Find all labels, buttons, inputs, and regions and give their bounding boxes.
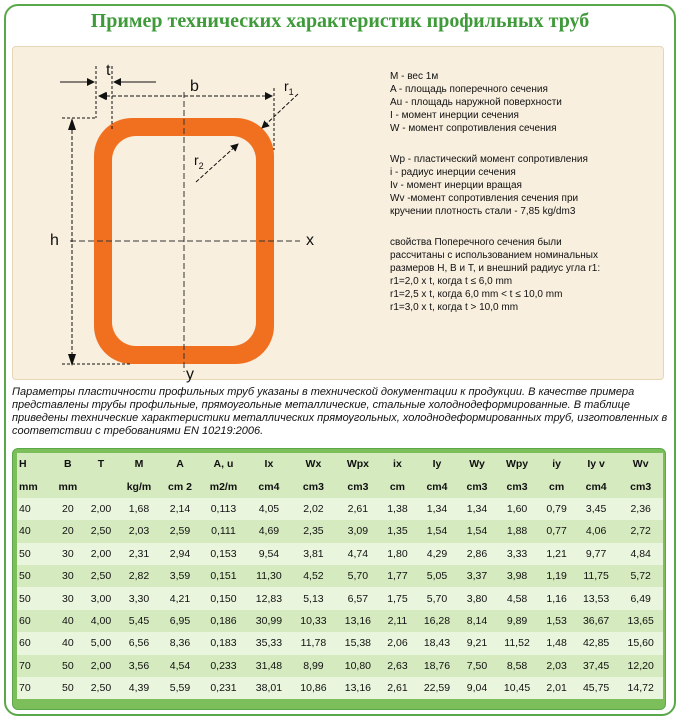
table-cell: Iy v bbox=[574, 453, 618, 475]
table-cell: M bbox=[118, 453, 160, 475]
r1-arrow bbox=[262, 94, 298, 128]
table-cell: 2,59 bbox=[160, 520, 201, 542]
table-cell: cm3 bbox=[336, 475, 380, 497]
table-cell: 0,150 bbox=[200, 587, 246, 609]
table-cell: 4,74 bbox=[336, 543, 380, 565]
specs-table bbox=[17, 453, 663, 699]
table-cell: Wpx bbox=[336, 453, 380, 475]
table-cell: mm bbox=[17, 475, 52, 497]
table-cell: 40 bbox=[52, 632, 84, 654]
table-cell: 2,50 bbox=[84, 565, 119, 587]
table-cell: 0,233 bbox=[200, 655, 246, 677]
table-cell: 1,80 bbox=[380, 543, 415, 565]
table-cell: 2,50 bbox=[84, 520, 119, 542]
table-cell: 2,01 bbox=[539, 677, 574, 699]
table-cell: Ix bbox=[247, 453, 291, 475]
legend-line: Wv -момент сопротивления сечения при bbox=[390, 193, 579, 204]
table-cell: 0,153 bbox=[200, 543, 246, 565]
table-cell: 2,63 bbox=[380, 655, 415, 677]
table-cell: 15,38 bbox=[336, 632, 380, 654]
table-cell: 1,34 bbox=[459, 498, 495, 520]
table-cell: cm4 bbox=[415, 475, 459, 497]
table-cell: 22,59 bbox=[415, 677, 459, 699]
table-cell: 3,00 bbox=[84, 587, 119, 609]
table-cell: cm3 bbox=[495, 475, 539, 497]
table-cell: 45,75 bbox=[574, 677, 618, 699]
table-cell: 2,03 bbox=[539, 655, 574, 677]
table-cell: 1,54 bbox=[415, 520, 459, 542]
table-cell: 4,00 bbox=[84, 610, 119, 632]
table-cell: 9,89 bbox=[495, 610, 539, 632]
legend-line: A - площадь поперечного сечения bbox=[390, 84, 548, 95]
table-cell: 35,33 bbox=[247, 632, 291, 654]
table-cell: 30 bbox=[52, 587, 84, 609]
legend-line: I - момент инерции сечения bbox=[390, 110, 519, 121]
table-cell: 3,09 bbox=[336, 520, 380, 542]
table-cell: 1,53 bbox=[539, 610, 574, 632]
table-cell: 1,77 bbox=[380, 565, 415, 587]
table-cell: 2,31 bbox=[118, 543, 160, 565]
table-cell: 60 bbox=[17, 632, 52, 654]
table-cell: 0,186 bbox=[200, 610, 246, 632]
table-cell: 9,21 bbox=[459, 632, 495, 654]
table-cell: Wy bbox=[459, 453, 495, 475]
table-cell: 9,54 bbox=[247, 543, 291, 565]
table-row bbox=[17, 565, 663, 587]
table-cell: 10,80 bbox=[336, 655, 380, 677]
table-cell: 2,86 bbox=[459, 543, 495, 565]
table-cell: 5,13 bbox=[291, 587, 335, 609]
table-cell: ix bbox=[380, 453, 415, 475]
table-cell: 20 bbox=[52, 520, 84, 542]
label-y: y bbox=[186, 366, 194, 383]
table-cell: A bbox=[160, 453, 201, 475]
table-cell: 2,06 bbox=[380, 632, 415, 654]
legend-line: r1=2,5 x t, когда 6,0 mm < t ≤ 10,0 mm bbox=[390, 289, 563, 300]
table-cell: 2,61 bbox=[336, 498, 380, 520]
table-cell: 2,14 bbox=[160, 498, 201, 520]
table-cell: 1,19 bbox=[539, 565, 574, 587]
table-cell: 10,45 bbox=[495, 677, 539, 699]
table-cell: 2,00 bbox=[84, 543, 119, 565]
description-note: Параметры пластичности профильных труб указаны в технической документации к продукции. В качестве примера представлены трубы профильные, прямоугольные металлические, стальные холоднодеформированные. В таблице приведены технические характеристики металлических прямоугольных, холоднодеформированных труб, изготовленных в соответствии с требованиями EN 10219:2006. bbox=[12, 386, 668, 437]
table-cell: 3,33 bbox=[495, 543, 539, 565]
table-cell: 40 bbox=[17, 498, 52, 520]
table-cell: 11,78 bbox=[291, 632, 335, 654]
table-cell: 4,52 bbox=[291, 565, 335, 587]
table-cell: 4,29 bbox=[415, 543, 459, 565]
table-cell: 6,57 bbox=[336, 587, 380, 609]
table-cell: 36,67 bbox=[574, 610, 618, 632]
table-cell: 38,01 bbox=[247, 677, 291, 699]
table-cell: 3,56 bbox=[118, 655, 160, 677]
table-cell: 50 bbox=[52, 655, 84, 677]
table-cell: 1,88 bbox=[495, 520, 539, 542]
legend-line: Iv - момент инерции вращая bbox=[390, 180, 522, 191]
table-cell: 2,35 bbox=[291, 520, 335, 542]
table-cell: 0,231 bbox=[200, 677, 246, 699]
table-cell: cm bbox=[539, 475, 574, 497]
table-cell: 2,00 bbox=[84, 655, 119, 677]
table-cell: 2,02 bbox=[291, 498, 335, 520]
table-cell: 13,53 bbox=[574, 587, 618, 609]
label-r2: $r_2$ bbox=[194, 152, 204, 171]
table-cell: cm3 bbox=[291, 475, 335, 497]
table-cell: 0,183 bbox=[200, 632, 246, 654]
label-b: b bbox=[190, 78, 199, 95]
table-cell: 2,36 bbox=[618, 498, 663, 520]
table-cell: B bbox=[52, 453, 84, 475]
table-row bbox=[17, 610, 663, 632]
table-cell: 42,85 bbox=[574, 632, 618, 654]
table-units-row bbox=[17, 475, 663, 497]
table-cell: 1,75 bbox=[380, 587, 415, 609]
table-cell: cm3 bbox=[459, 475, 495, 497]
table-cell: 1,35 bbox=[380, 520, 415, 542]
table-cell: 70 bbox=[17, 655, 52, 677]
table-cell: 40 bbox=[52, 610, 84, 632]
table-row bbox=[17, 677, 663, 699]
table-cell: 60 bbox=[17, 610, 52, 632]
table-cell: 5,45 bbox=[118, 610, 160, 632]
table-cell: 1,68 bbox=[118, 498, 160, 520]
table-cell: cm bbox=[380, 475, 415, 497]
table-cell: Wx bbox=[291, 453, 335, 475]
table-cell: 1,48 bbox=[539, 632, 574, 654]
table-cell: 8,14 bbox=[459, 610, 495, 632]
table-cell: 6,49 bbox=[618, 587, 663, 609]
table-cell: 2,61 bbox=[380, 677, 415, 699]
table-cell: Wv bbox=[618, 453, 663, 475]
table-cell: Wpy bbox=[495, 453, 539, 475]
table-cell: 4,21 bbox=[160, 587, 201, 609]
table-cell: Iy bbox=[415, 453, 459, 475]
table-cell: kg/m bbox=[118, 475, 160, 497]
legend-line: r1=2,0 x t, когда t ≤ 6,0 mm bbox=[390, 276, 513, 287]
table-cell: 50 bbox=[17, 543, 52, 565]
table-cell: 6,56 bbox=[118, 632, 160, 654]
table-cell: 5,70 bbox=[336, 565, 380, 587]
table-cell: 5,00 bbox=[84, 632, 119, 654]
table-cell: 5,59 bbox=[160, 677, 201, 699]
table-cell: A, u bbox=[200, 453, 246, 475]
table-cell: 6,95 bbox=[160, 610, 201, 632]
legend-line: r1=3,0 x t, когда t > 10,0 mm bbox=[390, 302, 519, 313]
table-cell: 1,34 bbox=[415, 498, 459, 520]
table-cell: 18,43 bbox=[415, 632, 459, 654]
legend-line: W - момент сопротивления сечения bbox=[390, 123, 557, 134]
legend-line: M - вес 1м bbox=[390, 71, 439, 82]
table-cell: 2,11 bbox=[380, 610, 415, 632]
label-t: t bbox=[106, 62, 111, 79]
table-cell: 1,38 bbox=[380, 498, 415, 520]
legend-line: кручении плотность стали - 7,85 kg/dm3 bbox=[390, 206, 576, 217]
table-cell: 3,81 bbox=[291, 543, 335, 565]
table-cell: 2,03 bbox=[118, 520, 160, 542]
table-cell: 50 bbox=[17, 587, 52, 609]
table-cell: 40 bbox=[17, 520, 52, 542]
table-cell: 9,04 bbox=[459, 677, 495, 699]
table-cell: 16,28 bbox=[415, 610, 459, 632]
table-cell: 0,111 bbox=[200, 520, 246, 542]
table-cell: 30 bbox=[52, 543, 84, 565]
table-cell: 10,33 bbox=[291, 610, 335, 632]
table-cell: 0,79 bbox=[539, 498, 574, 520]
legend-group-1 bbox=[390, 70, 670, 135]
table-cell: 5,72 bbox=[618, 565, 663, 587]
table-cell: m2/m bbox=[200, 475, 246, 497]
table-cell: 2,50 bbox=[84, 677, 119, 699]
table-cell: 3,37 bbox=[459, 565, 495, 587]
table-cell: 3,80 bbox=[459, 587, 495, 609]
table-cell: 1,21 bbox=[539, 543, 574, 565]
legend bbox=[390, 70, 670, 314]
page-title: Пример технических характеристик профильных труб bbox=[90, 10, 590, 32]
table-cell: 31,48 bbox=[247, 655, 291, 677]
table-cell: cm 2 bbox=[160, 475, 201, 497]
label-r1: $r_1$ bbox=[284, 78, 294, 97]
table-cell: 5,05 bbox=[415, 565, 459, 587]
table-cell: 10,86 bbox=[291, 677, 335, 699]
table-row bbox=[17, 543, 663, 565]
table-cell: 2,82 bbox=[118, 565, 160, 587]
table-cell: 70 bbox=[17, 677, 52, 699]
table-cell bbox=[84, 475, 119, 497]
table-cell: 11,75 bbox=[574, 565, 618, 587]
legend-group-2 bbox=[390, 153, 630, 218]
table-cell: 50 bbox=[17, 565, 52, 587]
table-cell: 0,151 bbox=[200, 565, 246, 587]
specs-table-container bbox=[12, 448, 666, 710]
table-cell: 5,70 bbox=[415, 587, 459, 609]
table-cell: 4,39 bbox=[118, 677, 160, 699]
table-cell: 4,84 bbox=[618, 543, 663, 565]
table-row bbox=[17, 655, 663, 677]
table-cell: 3,30 bbox=[118, 587, 160, 609]
table-cell: 11,30 bbox=[247, 565, 291, 587]
table-cell: 0,113 bbox=[200, 498, 246, 520]
table-row bbox=[17, 632, 663, 654]
table-cell: 12,83 bbox=[247, 587, 291, 609]
table-cell: 2,00 bbox=[84, 498, 119, 520]
legend-line: Wp - пластический момент сопротивления bbox=[390, 154, 588, 165]
table-cell: 9,77 bbox=[574, 543, 618, 565]
table-cell: 2,72 bbox=[618, 520, 663, 542]
table-cell: 3,59 bbox=[160, 565, 201, 587]
table-cell: cm4 bbox=[574, 475, 618, 497]
table-cell: 4,54 bbox=[160, 655, 201, 677]
table-cell: 1,54 bbox=[459, 520, 495, 542]
table-cell: 0,77 bbox=[539, 520, 574, 542]
table-row bbox=[17, 498, 663, 520]
label-x: x bbox=[306, 232, 314, 249]
table-cell: iy bbox=[539, 453, 574, 475]
table-cell: 20 bbox=[52, 498, 84, 520]
table-cell: 18,76 bbox=[415, 655, 459, 677]
table-cell: 50 bbox=[52, 677, 84, 699]
label-h: h bbox=[50, 232, 59, 249]
table-cell: mm bbox=[52, 475, 84, 497]
table-cell: 1,60 bbox=[495, 498, 539, 520]
legend-line: свойства Поперечного сечения были bbox=[390, 237, 562, 248]
table-cell: 3,45 bbox=[574, 498, 618, 520]
legend-line: Au - площадь наружной поверхности bbox=[390, 97, 562, 108]
table-cell: 37,45 bbox=[574, 655, 618, 677]
table-cell: 11,52 bbox=[495, 632, 539, 654]
table-cell: 30,99 bbox=[247, 610, 291, 632]
table-header-row bbox=[17, 453, 663, 475]
table-cell: 13,16 bbox=[336, 610, 380, 632]
table-cell: 30 bbox=[52, 565, 84, 587]
table-cell: 8,99 bbox=[291, 655, 335, 677]
table-cell: 4,58 bbox=[495, 587, 539, 609]
table-cell: 4,69 bbox=[247, 520, 291, 542]
table-cell: 8,58 bbox=[495, 655, 539, 677]
legend-line: рассчитаны с использованием номинальных bbox=[390, 250, 598, 261]
table-cell: H bbox=[17, 453, 52, 475]
legend-line: i - радиус инерции сечения bbox=[390, 167, 516, 178]
table-cell: T bbox=[84, 453, 119, 475]
table-cell: 4,06 bbox=[574, 520, 618, 542]
legend-line: размеров H, B и T, и внешний радиус угла r1: bbox=[390, 263, 601, 274]
table-cell: 13,65 bbox=[618, 610, 663, 632]
table-row bbox=[17, 587, 663, 609]
table-cell: 15,60 bbox=[618, 632, 663, 654]
table-cell: 4,05 bbox=[247, 498, 291, 520]
legend-group-3 bbox=[390, 236, 630, 314]
table-cell: cm3 bbox=[618, 475, 663, 497]
table-cell: 13,16 bbox=[336, 677, 380, 699]
table-cell: 3,98 bbox=[495, 565, 539, 587]
table-cell: 1,16 bbox=[539, 587, 574, 609]
table-cell: 12,20 bbox=[618, 655, 663, 677]
table-cell: cm4 bbox=[247, 475, 291, 497]
table-cell: 14,72 bbox=[618, 677, 663, 699]
table-cell: 2,94 bbox=[160, 543, 201, 565]
table-cell: 8,36 bbox=[160, 632, 201, 654]
table-cell: 7,50 bbox=[459, 655, 495, 677]
table-row bbox=[17, 520, 663, 542]
